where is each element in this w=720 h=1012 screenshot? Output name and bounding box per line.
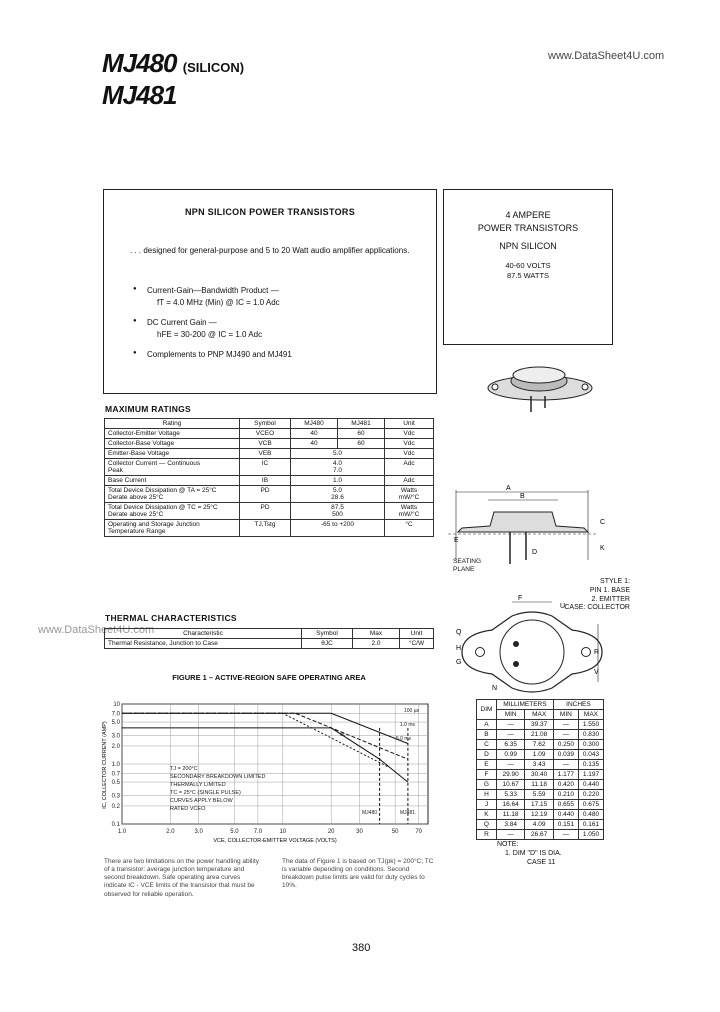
- x-tick-label: 70: [415, 829, 423, 835]
- note-title: NOTE:: [497, 841, 519, 848]
- dim-label-a: A: [506, 485, 511, 492]
- legend-line: THERMALLY LIMITED: [170, 782, 226, 788]
- table-row: Operating and Storage Junction Temperature Range TJ,Tstg -65 to +200 °C: [105, 520, 434, 537]
- curve-label: 5.0 ms: [396, 736, 412, 742]
- dim-notes: [497, 840, 562, 867]
- dim-label-b: B: [520, 493, 525, 500]
- style-line: CASE: COLLECTOR: [564, 604, 630, 612]
- feature-item: ● Current-Gain—Bandwidth Product — fT = 4.0 MHz (Min) @ IC = 1.0 Adc: [131, 285, 421, 309]
- x-tick-label: 3.0: [194, 829, 203, 835]
- curve-label: 1.0 ms: [400, 722, 416, 728]
- dim-label-h: H: [456, 645, 462, 652]
- feature-list: [131, 285, 421, 369]
- legend-line: TC = 25°C (SINGLE PULSE): [170, 790, 241, 796]
- style-line: PIN 1. BASE: [589, 586, 630, 594]
- dim-label-c: C: [600, 519, 606, 526]
- table-row: Thermal Resistance, Junction to Case θJC 2.0 °C/W: [105, 639, 434, 649]
- y-tick-label: 0.1: [111, 822, 120, 828]
- y-tick-label: 7.0: [111, 711, 120, 718]
- ratings-title: MAXIMUM RATINGS: [105, 404, 192, 414]
- thermal-table: [104, 628, 434, 649]
- curve-label: MJ481: [400, 810, 416, 816]
- ratings-table: [104, 418, 434, 537]
- soa-curve-1ms: [122, 713, 408, 759]
- dim-label-n: N: [492, 685, 498, 692]
- feature-item: ● DC Current Gain — hFE = 30-200 @ IC = 1.0 Adc: [131, 317, 421, 341]
- table-row: F 29.90 30.40 1.177 1.197: [477, 770, 604, 780]
- watermark-side[interactable]: www.DataSheet4U.com: [38, 624, 155, 636]
- y-tick-label: 0.2: [111, 803, 120, 810]
- table-row: Emitter-Base Voltage VEB 5.0 Vdc: [105, 449, 434, 459]
- package-top-view: [452, 594, 622, 694]
- chart-legend: [170, 766, 265, 812]
- summary-watts: 87.5 WATTS: [506, 271, 550, 281]
- curve-label: MJ480: [362, 810, 378, 816]
- thermal-title: THERMAL CHARACTERISTICS: [105, 613, 237, 623]
- table-row: B — 21.08 — 0.830: [477, 730, 604, 740]
- dim-label-g: G: [456, 659, 462, 666]
- table-row: D 0.99 1.09 0.039 0.043: [477, 750, 604, 760]
- table-row: E — 3.43 — 0.135: [477, 760, 604, 770]
- x-tick-label: 1.0: [117, 829, 127, 835]
- table-row: K 11.18 12.19 0.440 0.480: [477, 810, 604, 820]
- soa-chart: [100, 690, 440, 850]
- part-number-mj481: MJ481: [102, 80, 177, 110]
- soa-curve-100us: [122, 713, 408, 743]
- part1-text: MJ480: [102, 48, 177, 78]
- table-row: J 16.64 17.15 0.655 0.675: [477, 800, 604, 810]
- figure-note-right: The data of Figure 1 is based on TJ(pk) = 200°C; TC is variable depending on conditions. Second breakdown pulse limits are valid for duty cycles to 10%.: [282, 858, 434, 890]
- transistor-photo: [485, 360, 595, 415]
- table-row: Total Device Dissipation @ TA = 25°C Derate above 25°C PD 5.0 28.6 Watts mW/°C: [105, 486, 434, 503]
- thermal-header-row: Characteristic Symbol Max Unit: [105, 629, 434, 639]
- case-label: CASE 11: [527, 859, 556, 867]
- summary-box: [443, 189, 613, 345]
- dim-label-k: K: [600, 545, 605, 552]
- note-text: 1. DIM "D" IS DIA.: [505, 850, 562, 858]
- y-tick-label: 3.0: [111, 733, 120, 740]
- dim-header-row: DIM MILLIMETERS INCHES: [477, 700, 604, 710]
- table-row: Collector-Emitter Voltage VCEO 40 60 Vdc: [105, 429, 434, 439]
- summary-type: POWER TRANSISTORS: [477, 222, 579, 233]
- y-tick-label: 0.3: [111, 793, 120, 800]
- table-row: Collector Current — Continuous Peak IC 4.0 7.0 Adc: [105, 459, 434, 476]
- dim-label-u: U: [560, 603, 566, 610]
- x-tick-label: 2.0: [166, 829, 175, 835]
- x-tick-label: 50: [391, 829, 399, 835]
- x-axis-label: VCE, COLLECTOR-EMITTER VOLTAGE (VOLTS): [213, 838, 337, 844]
- table-row: Base Current IB 1.0 Adc: [105, 476, 434, 486]
- y-tick-label: 1.0: [111, 762, 120, 768]
- y-tick-label: 10: [113, 702, 120, 708]
- intro-description: . . . designed for general-purpose and 5 to 20 Watt audio amplifier applications.: [130, 246, 410, 255]
- table-row: C 6.35 7.62 0.250 0.300: [477, 740, 604, 750]
- feature-item: ● Complements to PNP MJ490 and MJ491: [131, 349, 421, 361]
- seating-plane-label: SEATING PLANE: [453, 558, 482, 573]
- x-tick-label: 7.0: [253, 829, 263, 835]
- x-tick-label: 5.0: [230, 829, 239, 835]
- intro-heading: NPN SILICON POWER TRANSISTORS: [184, 207, 356, 217]
- table-row: G 10.67 11.18 0.420 0.440: [477, 780, 604, 790]
- table-row: A — 39.37 — 1.550: [477, 720, 604, 730]
- watermark-top[interactable]: www.DataSheet4U.com: [548, 50, 665, 62]
- dim-subheader-row: MIN MAX MIN MAX: [477, 710, 604, 720]
- y-tick-label: 5.0: [111, 720, 120, 727]
- dim-label-q: Q: [456, 629, 462, 636]
- curve-label: 100 µs: [404, 708, 420, 714]
- dimension-table: [476, 699, 604, 840]
- x-tick-label: 20: [327, 829, 335, 835]
- summary-silicon: NPN SILICON: [499, 241, 557, 252]
- legend-line: TJ = 200°C: [170, 766, 198, 772]
- table-row: Collector-Base Voltage VCB 40 60 Vdc: [105, 439, 434, 449]
- y-axis-label: IC, COLLECTOR CURRENT (AMP): [102, 721, 108, 809]
- summary-volts: 40-60 VOLTS: [505, 260, 551, 270]
- dim-label-r: R: [594, 649, 600, 656]
- x-tick-label: 30: [356, 829, 363, 835]
- table-row: Total Device Dissipation @ TC = 25°C Derate above 25°C PD 87.5 500 Watts mW/°C: [105, 503, 434, 520]
- soa-curve-5ms: [122, 713, 388, 766]
- table-row: Q 3.84 4.09 0.151 0.161: [477, 820, 604, 830]
- dim-label-e: E: [454, 537, 459, 544]
- dim-label-f: F: [518, 595, 523, 602]
- legend-line: RATED VCEO: [170, 806, 206, 812]
- dim-label-d: D: [532, 549, 538, 556]
- figure-title: FIGURE 1 – ACTIVE-REGION SAFE OPERATING AREA: [172, 673, 366, 682]
- y-tick-label: 0.7: [111, 771, 120, 778]
- legend-line: SECONDARY BREAKDOWN LIMITED: [170, 774, 266, 780]
- page-number: 380: [352, 942, 371, 954]
- dim-label-v: V: [594, 669, 599, 676]
- intro-box: [103, 189, 437, 394]
- summary-amps: 4 AMPERE: [505, 210, 551, 220]
- ratings-header-row: Rating Symbol MJ480 MJ481 Unit: [105, 419, 434, 429]
- table-row: H 5.33 5.59 0.210 0.220: [477, 790, 604, 800]
- style-line: STYLE 1:: [600, 578, 630, 585]
- legend-line: CURVES APPLY BELOW: [170, 798, 233, 804]
- part-number-mj480: [102, 48, 244, 79]
- curve-label: dc: [340, 732, 346, 738]
- silicon-label: (SILICON): [182, 60, 245, 75]
- figure-note-left: There are two limitations on the power handling ability of a transistor: average junction temperature and second breakdown. Safe operating area curves indicate IC - VCE limits of the transistor that must be observed for reliable operation.: [104, 858, 260, 898]
- y-tick-label: 2.0: [111, 743, 120, 750]
- y-tick-label: 0.5: [111, 780, 120, 787]
- table-row: R — 26.67 — 1.050: [477, 830, 604, 840]
- x-tick-label: 10: [279, 829, 287, 835]
- style-line: 2. EMITTER: [591, 595, 630, 603]
